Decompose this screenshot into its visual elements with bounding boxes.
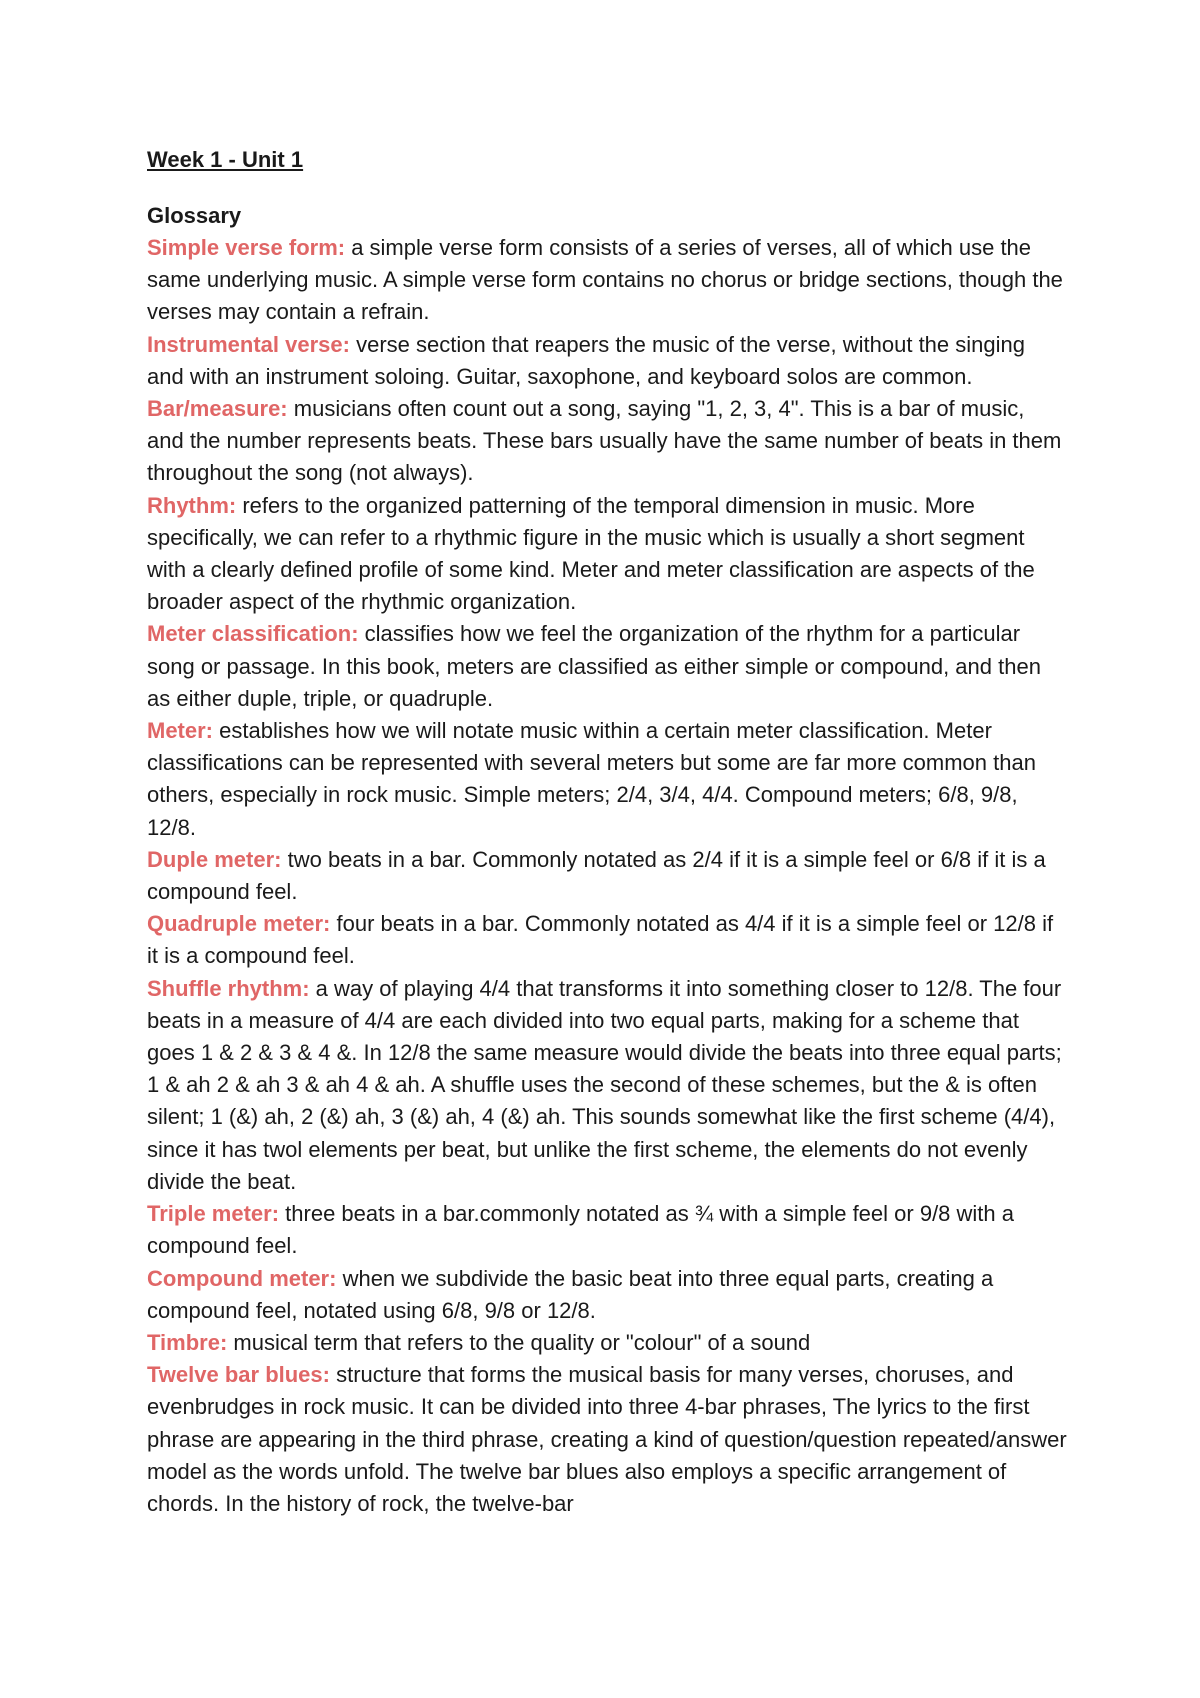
- glossary-definition: musicians often count out a song, saying "1, 2, 3, 4". This is a bar of music, and the number represents beats. These bars usually have the same number of beats in them throughout the song (not always).: [147, 396, 1062, 486]
- glossary-definition: refers to the organized patterning of the temporal dimension in music. More specifically, we can refer to a rhythmic figure in the music which is usually a short segment with a clearly defined profile of some kind. Meter and meter classification are aspects of the broader aspect of the rhythmic organization.: [147, 492, 1035, 615]
- glossary-term: Quadruple meter:: [147, 911, 331, 937]
- glossary-term: Triple meter:: [147, 1201, 280, 1227]
- glossary-entry-meter: [147, 715, 1067, 844]
- glossary-definition: verse section that reapers the music of the verse, without the singing and with an instrument soloing. Guitar, saxophone, and keyboard solos are common.: [147, 331, 1025, 389]
- glossary-entry-timbre: [147, 1327, 1067, 1359]
- glossary-definition: classifies how we feel the organization of the rhythm for a particular song or passage. In this book, meters are classified as either simple or compound, and then as either duple, triple, or quadruple.: [147, 621, 1041, 711]
- glossary-heading: Glossary: [147, 203, 242, 228]
- glossary-entry-meter-classification: [147, 618, 1067, 715]
- glossary-definition: structure that forms the musical basis for many verses, choruses, and evenbrudges in rock music. It can be divided into three 4-bar phrases, The lyrics to the first phrase are appearing in the third phrase, creating a kind of question/question repeated/answer model as the words unfold. The twelve bar blues also employs a specific arrangement of chords. In the history of rock, the twelve-bar: [147, 1362, 1067, 1516]
- document-page: [147, 140, 1067, 1520]
- glossary-entry-compound-meter: [147, 1263, 1067, 1327]
- glossary-entry-instrumental-verse: [147, 329, 1067, 393]
- glossary-term: Simple verse form:: [147, 235, 346, 260]
- glossary-definition: a way of playing 4/4 that transforms it into something closer to 12/8. The four beats in a measure of 4/4 are each divided into two equal parts, making for a scheme that goes 1 & 2 & 3 & 4 &. In 12/8 the same measure would divide the beats into three equal parts; 1 & ah 2 & ah 3 & ah 4 & ah. A shuffle uses the second of these schemes, but the & is often silent; 1 (&) ah, 2 (&) ah, 3 (&) ah, 4 (&) ah. This sounds somewhat like the first scheme (4/4), since it has twol elements per beat, but unlike the first scheme, the elements do not evenly divide the beat.: [147, 975, 1062, 1194]
- glossary-definition: establishes how we will notate music within a certain meter classification. Meter classifications can be represented with several meters but some are far more common than others, especially in rock music. Simple meters; 2/4, 3/4, 4/4. Compound meters; 6/8, 9/8, 12/8.: [147, 718, 1036, 840]
- glossary-entry-bar-measure: [147, 393, 1067, 490]
- glossary-term: Compound meter:: [147, 1265, 337, 1291]
- glossary-definition: when we subdivide the basic beat into three equal parts, creating a compound feel, notated using 6/8, 9/8 or 12/8.: [147, 1265, 994, 1323]
- glossary-entry-quadruple-meter: [147, 908, 1067, 972]
- glossary-term: Duple meter:: [147, 846, 282, 872]
- glossary-definition: a simple verse form consists of a series of verses, all of which use the same underlying music. A simple verse form contains no chorus or bridge sections, though the verses may contain a refrain.: [147, 235, 1063, 325]
- page-title: Week 1 - Unit 1: [147, 147, 304, 172]
- glossary-term: Instrumental verse:: [147, 331, 350, 357]
- glossary-entry-rhythm: [147, 490, 1067, 619]
- glossary-entry-duple-meter: [147, 844, 1067, 908]
- glossary-entry-shuffle-rhythm: [147, 973, 1067, 1198]
- glossary-term: Meter classification:: [147, 621, 359, 647]
- glossary-definition: three beats in a bar.commonly notated as ¾ with a simple feel or 9/8 with a compound feel.: [147, 1201, 1014, 1259]
- glossary-term: Shuffle rhythm:: [147, 975, 310, 1001]
- glossary-definition: four beats in a bar. Commonly notated as 4/4 if it is a simple feel or 12/8 if it is a compound feel.: [147, 911, 1054, 969]
- glossary-term: Timbre:: [147, 1329, 228, 1355]
- glossary-definition: two beats in a bar. Commonly notated as 2/4 if it is a simple feel or 6/8 if it is a compound feel.: [147, 846, 1046, 905]
- glossary-entry-twelve-bar-blues: [147, 1359, 1067, 1520]
- glossary-definition: musical term that refers to the quality or "colour" of a sound: [227, 1329, 811, 1355]
- glossary-term: Rhythm:: [147, 492, 237, 518]
- glossary-term: Meter:: [147, 718, 214, 744]
- glossary-entry-triple-meter: [147, 1198, 1067, 1262]
- glossary-term: Bar/measure:: [147, 396, 288, 422]
- glossary-term: Twelve bar blues:: [147, 1362, 330, 1388]
- glossary-entry-simple-verse-form: [147, 232, 1067, 329]
